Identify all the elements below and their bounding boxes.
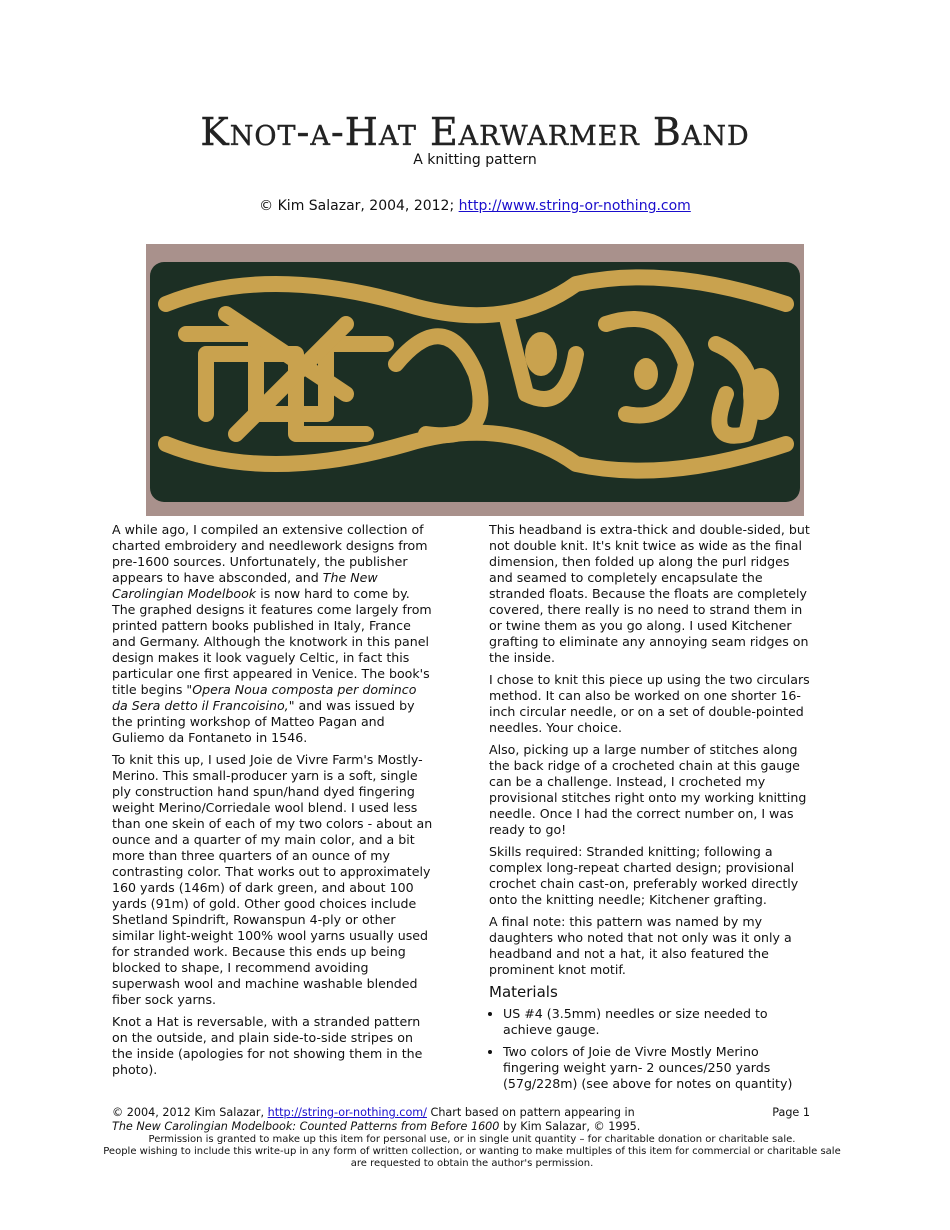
footer-row-2: The New Carolingian Modelbook: Counted Patterns from Before 1600 by Kim Salazar, © 1995. (112, 1120, 641, 1133)
left-column (112, 522, 434, 1084)
headband-photo (146, 244, 804, 516)
page-title: Knot-a-Hat Earwarmer Band (200, 110, 750, 154)
skills-paragraph: Skills required: Stranded knitting; following a complex long-repeat charted design; provisional crochet chain cast-on, preferably worked directly onto the knitting needle; Kitchener grafting. (489, 844, 799, 907)
website-link[interactable]: http://www.string-or-nothing.com (458, 198, 691, 214)
yarn-paragraph: To knit this up, I used Joie de Vivre Farm's Mostly-Merino. This small-producer yarn is a soft, single ply construction hand spun/hand dyed fingering weight Merino/Corriedale wool blend. I used less than one skein of each of my two colors - about an ounce and a quarter of my main color, and a bit more than three quarters of an ounce of my contrasting color. That works out to approximately 160 yards (146m) of dark green, and about 100 yards (91m) of gold. Other good choices include Shetland Spindrift, Rowanspun 4-ply or other similar light-weight 100% wool yarns usually used for stranded work. Because this ends up being blocked to shape, I recommend avoiding superwash wool and machine washable blended fiber sock yarns. (112, 752, 433, 1007)
permission-notice: Permission is granted to make up this item for personal use, or in single unit quantity – for charitable donation or charitable sale. People wishing to include this write-up in any form of written collection, or wanting to make multiples of this item for commercial or charitable sale are requested to obtain the author's permission. (103, 1134, 841, 1169)
page-number: Page 1 (772, 1106, 810, 1119)
footer-row-1: © 2004, 2012 Kim Salazar, http://string-or-nothing.com/ Chart based on pattern appearing in Page 1 (112, 1106, 810, 1119)
intro-paragraph: A while ago, I compiled an extensive collection of charted embroidery and needlework designs from pre-1600 sources. Unfortunately, the publisher appears to have absconded, and The New Carolingian Modelbook is now hard to come by. The graphed designs it features come largely from printed pattern books published in Italy, France and Germany. Although the knotwork in this panel design makes it look vaguely Celtic, in fact this particular one first appeared in Venice. The book's title begins "Opera Noua composta per dominco da Sera detto il Francoisino," and was issued by the printing workshop of Matteo Pagan and Guliemo da Fontaneto in 1546. (112, 522, 432, 745)
list-item: • Two colors of Joie de Vivre Mostly Merino fingering weight yarn- 2 ounces/250 yards (57g/228m) (see above for notes on quantity) (503, 1044, 811, 1092)
list-item: • US #4 (3.5mm) needles or size needed to achieve gauge. (503, 1006, 811, 1038)
materials-list (489, 1006, 811, 1092)
page-footer (103, 1106, 841, 1170)
needles-paragraph: I chose to knit this piece up using the two circulars method. It can also be worked on one shorter 16-inch circular needle, or on a set of double-pointed needles. Your choice. (489, 672, 810, 735)
footer-link[interactable]: http://string-or-nothing.com/ (267, 1106, 427, 1119)
final-note-paragraph: A final note: this pattern was named by my daughters who noted that not only was it only a headband and not a hat, it also featured the prominent knot motif. (489, 914, 792, 977)
page-subtitle: A knitting pattern (413, 152, 537, 168)
reversible-paragraph: Knot a Hat is reversable, with a stranded pattern on the outside, and plain side-to-side stripes on the inside (apologies for not showing them in the photo). (112, 1014, 423, 1077)
construction-paragraph: This headband is extra-thick and double-sided, but not double knit. It's knit twice as wide as the final dimension, then folded up along the purl ridges and seamed to completely encapsulate the stranded floats. Because the floats are completely covered, there really is no need to strand them in or twine them as you go along. I used Kitchener grafting to eliminate any annoying seam ridges on the inside. (489, 522, 810, 665)
cast-on-paragraph: Also, picking up a large number of stitches along the back ridge of a crocheted chain at this gauge can be a challenge. Instead, I crocheted my provisional stitches right onto my working knitting needle. Once I had the correct number on, I was ready to go! (489, 742, 807, 837)
copyright-text: © Kim Salazar, 2004, 2012; (259, 198, 459, 214)
right-column (489, 522, 811, 1098)
materials-heading: Materials (489, 983, 558, 1001)
copyright-line (0, 198, 950, 214)
